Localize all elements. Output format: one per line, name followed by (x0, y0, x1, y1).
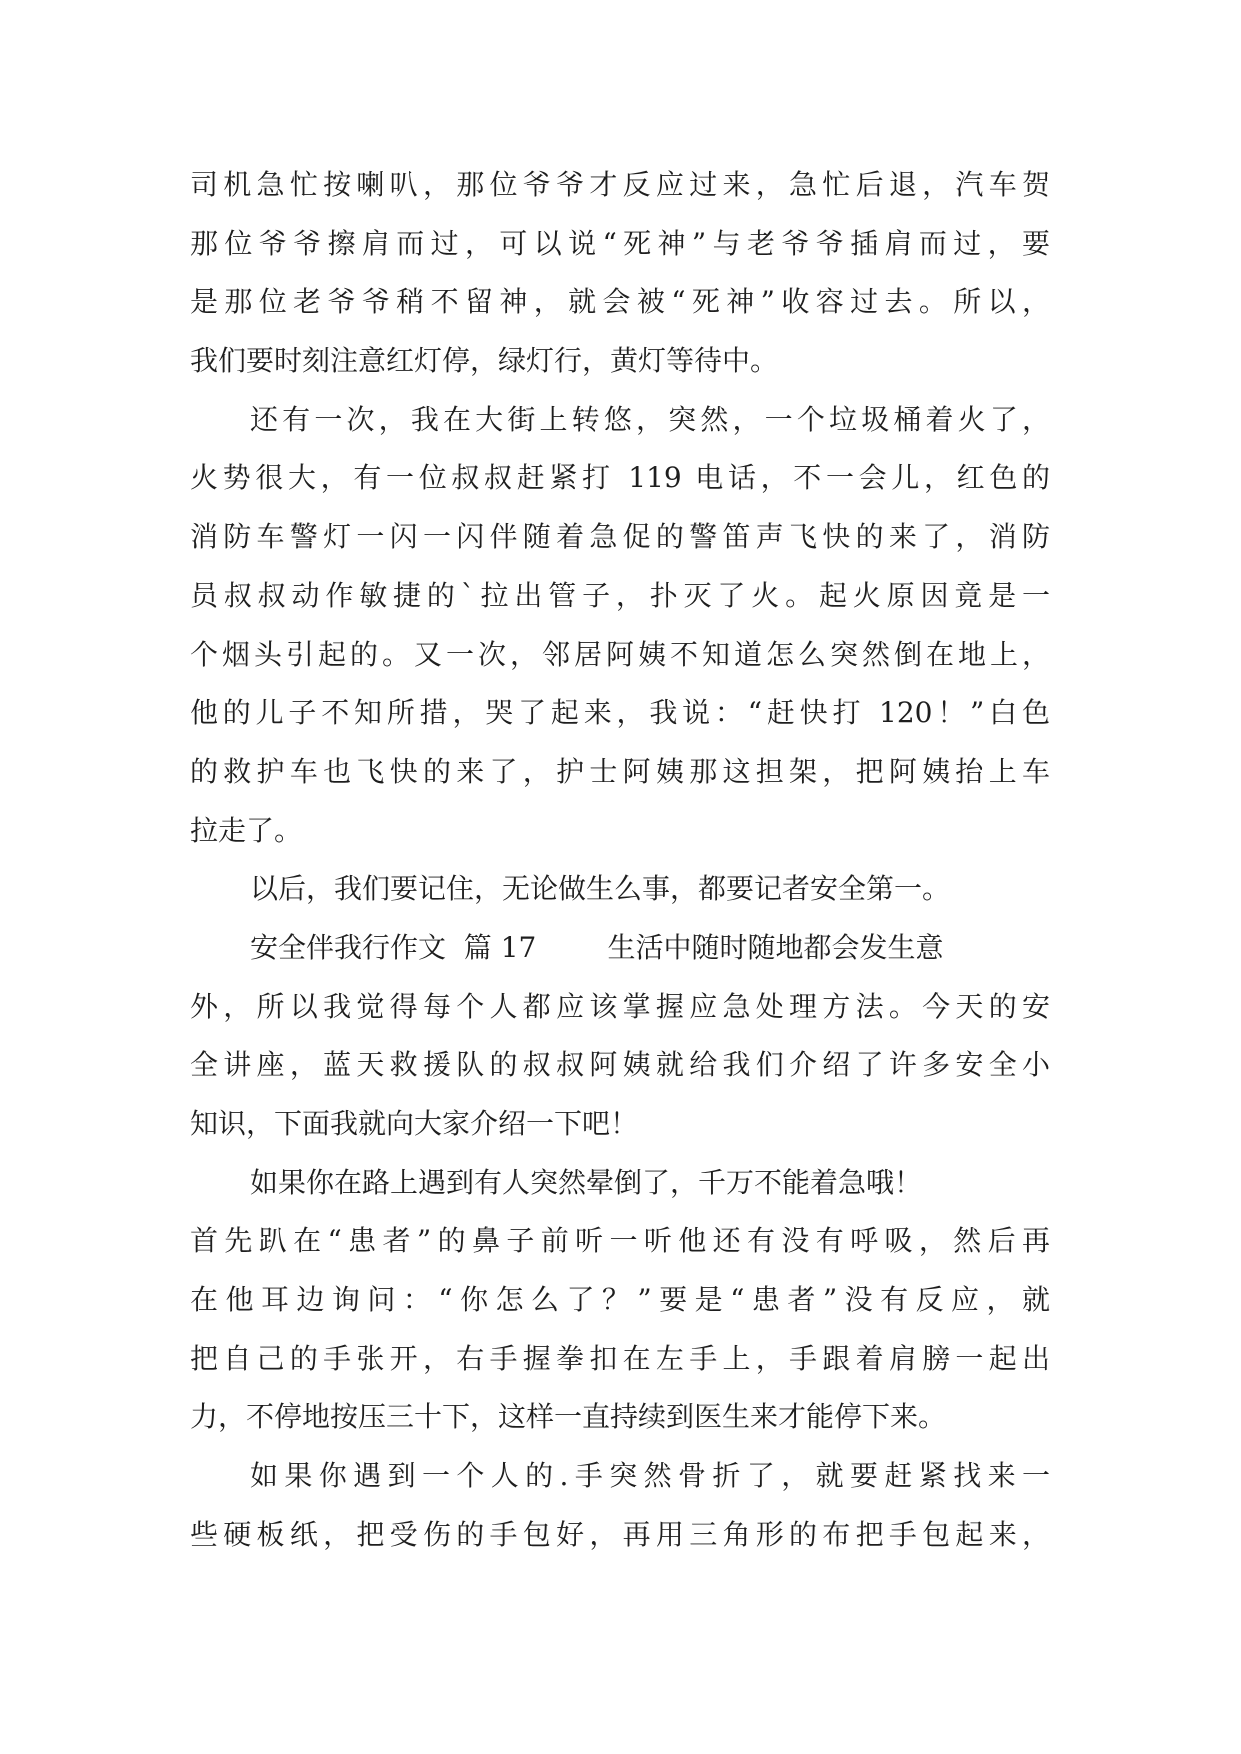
text-line: 些硬板纸，把受伤的手包好，再用三角形的布把手包起来， (190, 1517, 1050, 1551)
text-line: 知识，下面我就向大家介绍一下吧！ (190, 1107, 639, 1140)
text-line: 力，不停地按压三十下，这样一直持续到医生来才能停下来。 (190, 1400, 947, 1434)
text-line: 在他耳边询问：“你怎么了？”要是“患者”没有反应，就 (190, 1283, 1050, 1317)
paragraph (190, 156, 1050, 391)
text-line: 全讲座，蓝天救援队的叔叔阿姨就给我们介绍了许多安全小 (190, 1048, 1050, 1082)
text-line: 以后，我们要记住，无论做生么事，都要记者安全第一。 (250, 872, 951, 906)
text-line: 首先趴在“患者”的鼻子前听一听他还有没有呼吸，然后再 (190, 1224, 1050, 1258)
text-line: 消防车警灯一闪一闪伴随着急促的警笛声飞快的来了，消防 (190, 520, 1050, 554)
text-line: 外，所以我觉得每个人都应该掌握应急处理方法。今天的安 (190, 989, 1050, 1023)
text-line: 那位爷爷擦肩而过，可以说“死神”与老爷爷插肩而过，要 (190, 226, 1050, 260)
text-line: 员叔叔动作敏捷的`拉出管子，扑灭了火。起火原因竟是一 (190, 578, 1050, 612)
text-line: 安全伴我行作文 篇 17 生活中随时随地都会发生意 (250, 930, 944, 964)
paragraph (190, 1154, 1050, 1447)
text-line: 个烟头引起的。又一次，邻居阿姨不知道怎么突然倒在地上， (190, 637, 1050, 671)
text-line: 的救护车也飞快的来了，护士阿姨那这担架，把阿姨抬上车 (190, 754, 1050, 788)
text-line: 还有一次，我在大街上转悠，突然，一个垃圾桶着火了， (250, 402, 1050, 436)
text-line: 火势很大，有一位叔叔赶紧打 119 电话，不一会儿，红色的 (190, 461, 1050, 495)
paragraph (190, 919, 1050, 1154)
text-line: 他的儿子不知所措，哭了起来，我说：“赶快打 120！”白色 (190, 696, 1050, 730)
text-line: 如果你在路上遇到有人突然晕倒了，千万不能着急哦！ (250, 1165, 923, 1199)
document-body (190, 156, 1050, 1565)
text-line: 是那位老爷爷稍不留神，就会被“死神”收容过去。所以， (190, 285, 1050, 319)
paragraph (190, 1447, 1050, 1564)
text-line: 我们要时刻注意红灯停，绿灯行，黄灯等待中。 (190, 344, 779, 378)
text-line: 把自己的手张开，右手握拳扣在左手上，手跟着肩膀一起出 (190, 1341, 1050, 1375)
text-line: 司机急忙按喇叭，那位爷爷才反应过来，急忙后退，汽车贺 (190, 168, 1050, 201)
text-line: 拉走了。 (190, 813, 303, 847)
paragraph (190, 391, 1050, 861)
paragraph (190, 860, 1050, 919)
text-line: 如果你遇到一个人的.手突然骨折了，就要赶紧找来一 (250, 1459, 1050, 1493)
